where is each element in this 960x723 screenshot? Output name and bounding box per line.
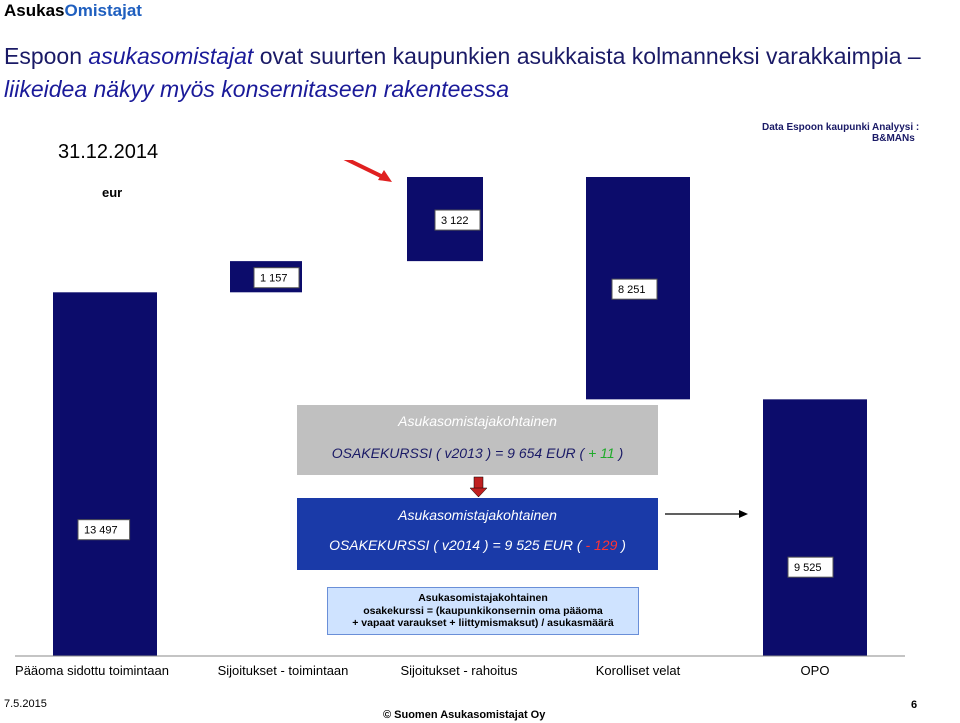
category-label-5: OPO [800, 663, 830, 678]
title-part2: ovat suurten kaupunkien asukkaista kolmanneksi varakkaimpia – [253, 43, 921, 69]
category-label-4: Korolliset velat [595, 663, 681, 678]
category-label-2: Sijoitukset - toimintaan [217, 663, 349, 678]
bar-5 [763, 399, 867, 656]
category-label-1: Pääoma sidottu toimintaan [15, 663, 169, 678]
data-label-2: 1 157 [260, 272, 288, 285]
formula-line3: + vapaat varaukset + liittymismaksut) / asukasmäärä [352, 617, 614, 629]
box1-line2: OSAKEKURSSI ( v2013 ) = 9 654 EUR ( + 11 ) [331, 445, 624, 461]
title-em1: asukasomistajat [88, 43, 254, 69]
source-analysis: Analyysi : B&MANs [872, 122, 920, 144]
title-part1: Espoon [4, 43, 89, 69]
page-title [4, 40, 944, 106]
page-number: 6 [911, 699, 918, 711]
box2-line1: Asukasomistajakohtainen [398, 507, 557, 523]
title-em2: liikeidea näkyy myös konsernitaseen rakenteessa [4, 76, 509, 102]
down-arrow-icon [470, 477, 487, 497]
source-data: Data Espoon kaupunki [762, 122, 870, 133]
share-price-2013-box [297, 405, 658, 475]
bar-1 [53, 292, 157, 656]
logo-part1: Asukas [4, 1, 65, 20]
connector-arrow-icon [665, 510, 748, 518]
box2-line2: OSAKEKURSSI ( v2014 ) = 9 525 EUR ( - 129 ) [329, 537, 626, 553]
formula-line2: osakekurssi = (kaupunkikonsernin oma pääoma [363, 604, 603, 617]
box1-line1: Asukasomistajakohtainen [398, 413, 557, 429]
data-label-3: 3 122 [441, 215, 469, 228]
pointer-arrow-icon [344, 160, 392, 182]
logo [4, 1, 142, 21]
data-label-4: 8 251 [618, 284, 646, 297]
footer-date: 7.5.2015 [4, 698, 47, 710]
box1-change: + 11 [588, 445, 615, 461]
report-date: 31.12.2014 [58, 141, 159, 163]
data-label-1: 13 497 [84, 524, 118, 537]
share-price-2014-box [297, 498, 658, 570]
formula-line1: Asukasomistajakohtainen [418, 592, 548, 604]
formula-box [327, 587, 639, 635]
data-label-5: 9 525 [794, 562, 822, 575]
y-unit-label: eur [102, 185, 123, 200]
category-label-3: Sijoitukset - rahoitus [400, 663, 518, 678]
logo-part2: Omistajat [64, 1, 142, 20]
footer-copyright: © Suomen Asukasomistajat Oy [383, 709, 546, 721]
categories-layer [15, 663, 829, 678]
box2-change: - 129 [585, 537, 618, 553]
